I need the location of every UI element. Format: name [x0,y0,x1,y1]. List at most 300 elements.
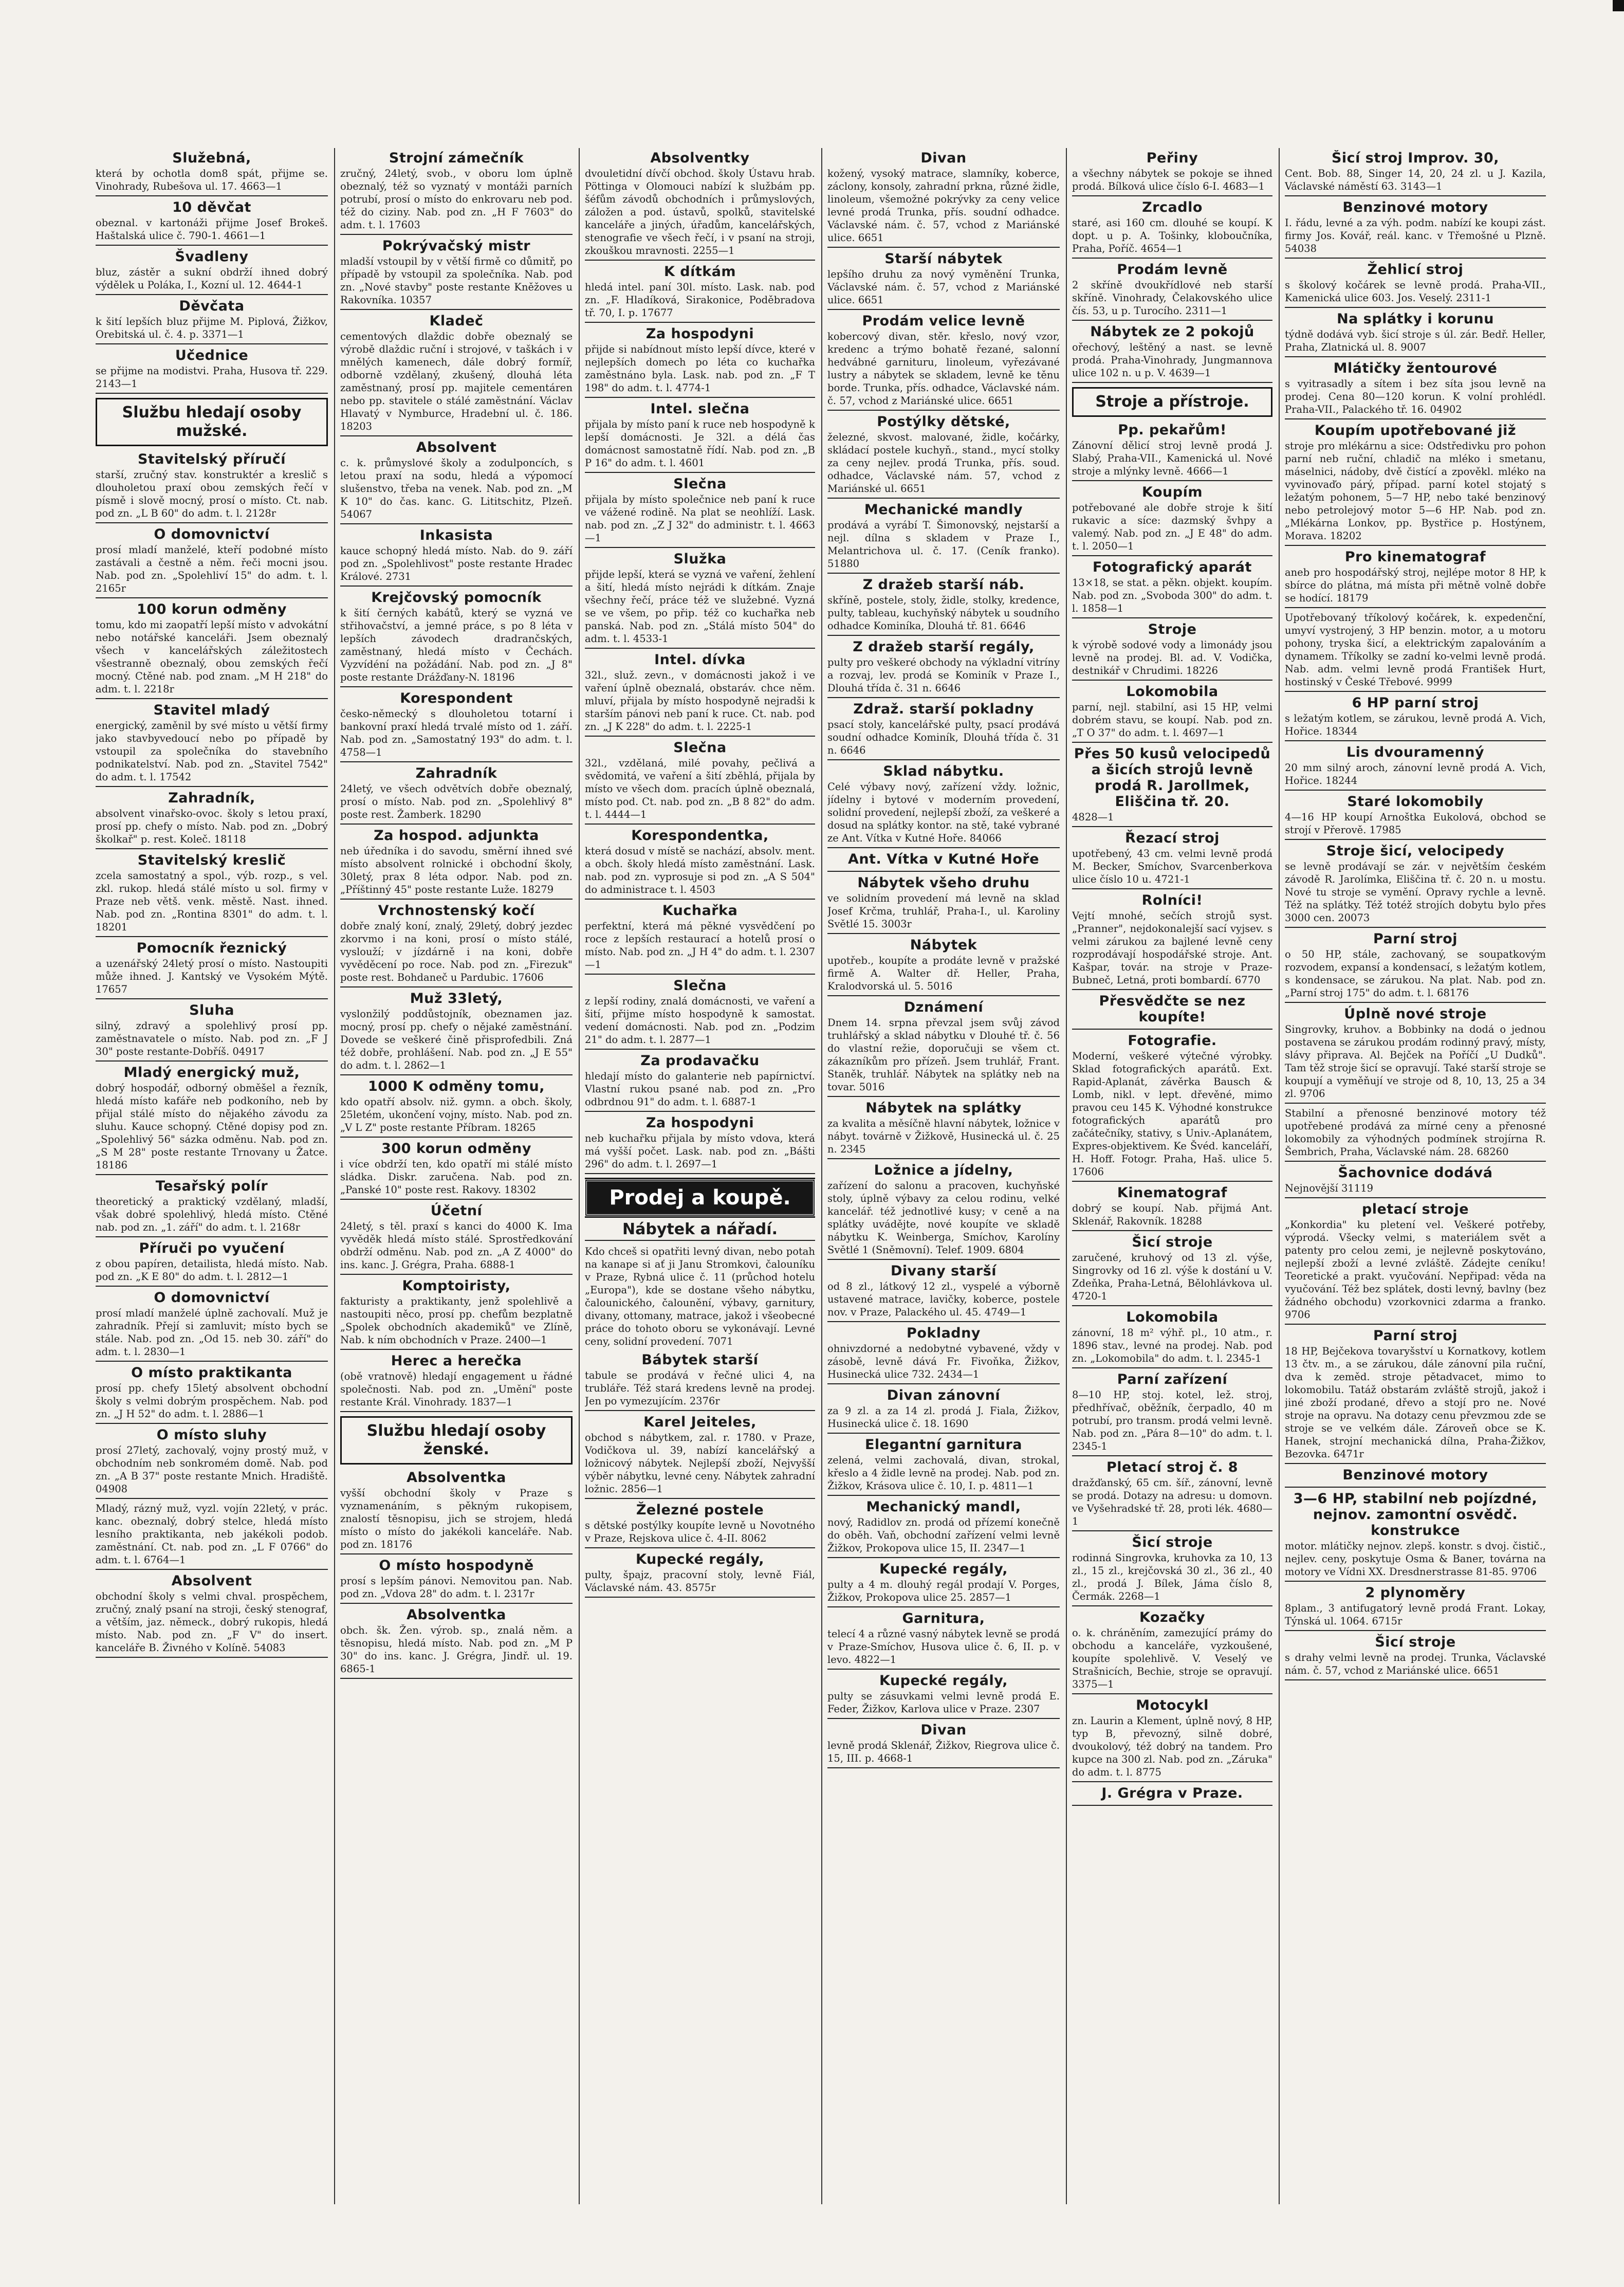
ad-heading: Starší nábytek [884,251,1003,267]
classified-ad [827,1561,1060,1607]
classified-ad [96,1240,328,1287]
ad-body: upotřeb., koupíte a prodáte levně v pražské firmě A. Walter dř. Heller, Praha, Kralodvorská ul. 5. 5016 [827,955,1060,992]
ad-body: rodinná Singrovka, kruhovka za 10, 13 zl., 15 zl., krejčovská 30 zl., 36 zl., 40 zl., prodá J. Bílek, Jáma číslo 8, Čermák. 2268—1 [1072,1552,1272,1602]
classified-ad [340,440,573,524]
ad-body: Upotřebovaný tříkolový kočárek, k. expedenční, umyví vystrojený, 3 HP benzin. motor, a u motoru pohony, tryska šicí, a elektrickým zapalováním a dynamem. Tříkolky se zadní ko-velmi levně prodá. Nab. adm. velmi levně prodá František Hurt, hostinský v České Třebové. 9999 [1285,612,1546,688]
classified-ad [585,1352,815,1411]
ad-heading: Účetní [430,1203,483,1219]
classified-ad [585,264,815,323]
classified-ad [585,401,815,473]
ad-body: aneb pro hospodářský stroj, nejlépe motor 8 HP, k sbírce do plátna, má místa při mětně volně dobře se hodící. 18179 [1285,566,1546,604]
ad-heading: Nábytek ze 2 pokojů [1090,324,1254,340]
ad-body: upotřebený, 43 cm. velmi levně prodá M. Becker, Smíchov, Svarcenberkova ulice číslo 10 u. 4721-1 [1072,848,1272,885]
ad-heading: Řezací stroj [1125,830,1220,846]
classified-ad [827,1611,1060,1670]
ad-heading: Parní stroj [1373,931,1458,947]
classified-ad [96,940,328,999]
classified-ad [340,1607,573,1679]
ad-body: 18 HP, Bejčekova tovaryšství u Kornatkovy, kotlem 13 čtv. m., a se zárukou, dále zánovní pila ruční, dva k zeměd. stroje pětadvacet, mimo to lokomobilu. Tatáž obstarám zvláště strojů, jakož i jiné zboží prodané, dřevo a stojí pro ne. Nové stroje na opravu. Na dotazy cenu převzmou zde se stroje se ve velkém dále. Zároveň obce se K. Hanek, strojní mechanická dílna, Praha-Žižkov, Bezovka. 6471r [1285,1345,1546,1460]
ad-heading: Komptoiristy, [402,1278,511,1294]
classified-ad [827,502,1060,574]
ad-heading: Herec a herečka [391,1353,522,1369]
ad-body: i více obdrží ten, kdo opatří mi stálé místo sládka. Diskr. zaručena. Nab. pod zn. „Panské 10" poste rest. Rakovy. 18302 [340,1158,573,1196]
classified-ad [340,765,573,825]
ad-body: starší, zručný stav. konstruktér a kreslič s dlouholetou praxí obou zemských řečí v písmě i slově mocný, prosí o místo. Ct. nab. pod zn. „L B 60" do adm. t. l. 2128r [96,469,328,519]
ad-heading: Divan zánovní [887,1387,1001,1403]
ad-body: o 50 HP, stále, zachovaný, se soupatkovým rozvodem, expansí a kondensací, s ležatým kotlem, s kondensace, se zárukou. Na plat. Nab. pod zn. „Parní stroj 175" do adm. t. l. 68176 [1285,948,1546,999]
classified-ad [1285,549,1546,608]
classified-ad [585,978,815,1050]
ad-heading: Stroje šicí, velocipedy [1326,843,1505,859]
classified-ad [585,828,815,900]
ad-body: Dnem 14. srpna převzal jsem svůj závod truhlářský a sklad nábytku v Dlouhé tř. č. 56 do vlastní režie, doporučuji se všem ct. zákazníkům pro přízeň. Jsem truhlář, Frant. Staněk, truhlář. Nábytek na splátky neb na tovar. 5016 [827,1017,1060,1093]
classified-ad [340,828,573,900]
ad-heading: Kupecké regály, [879,1561,1008,1577]
classified-ad [1285,1491,1546,1582]
ad-body: česko-německý s dlouholetou totarní i bankovní praxí hledá trvalé místo od 1. září. Nab. pod zn. „Samostatný 193" do adm. t. l. 4758—1 [340,708,573,758]
classified-ad [1285,199,1546,259]
ad-body: zánovní, 18 m² výhř. pl., 10 atm., r. 1896 stav., levné na prodej. Nab. pod zn. „Lokomobila" do adm. t. l. 2345-1 [1072,1327,1272,1364]
classified-ad [1285,423,1546,546]
classified-ad [1072,621,1272,681]
ad-body: 2 skříně dvoukřídlové neb starší skříně. Vinohrady, Čelakovského ulice čís. 53, u p. Turocího. 2311—1 [1072,279,1272,317]
classified-ad [340,1278,573,1350]
ad-body: Nejnovější 31119 [1285,1182,1374,1194]
ad-heading: Slečna [673,978,727,994]
ad-heading: Divany starší [890,1263,997,1279]
ad-heading: Staré lokomobily [1347,794,1484,810]
ad-heading: Zahradník [415,765,497,781]
classified-ad [96,852,328,937]
classified-ad [1285,1467,1546,1488]
ad-body: z lepší rodiny, znalá domácnosti, ve vaření a šití, přijme místo hospodyně k samostat. vedení domácnosti. Nab. pod zn. „Podzim 21" do adm. t. l. 2877—1 [585,995,815,1046]
classified-ad [1285,1006,1546,1104]
ad-heading: Peřiny [1146,150,1198,166]
ad-heading: Na splátky i korunu [1337,311,1494,327]
classified-ad [1072,262,1272,321]
page-corner-mark [1613,0,1624,11]
ad-body: k šití lepších bluz přijme M. Piplová, Žižkov, Orebitská ul. č. 4. p. 3371—1 [96,316,328,340]
ad-heading: Bábytek starší [641,1352,759,1368]
ad-body: k šití černých kabátů, který se vyzná ve střihovačství, a jemné práce, s po 8 léta v lepších závodech dradrančských, zaměstnaný, hledá místo v Čechách. Vyzvídéní na požádání. Nab. pod zn. „J 8" poste restante Drážďany-N. 18196 [340,607,573,683]
ad-heading: Nábytek na splátky [865,1100,1022,1116]
ad-heading: Divan [920,1722,967,1738]
classified-ad [96,1365,328,1424]
column-rule [1279,148,1280,2204]
classified-ad [827,1325,1060,1384]
ad-heading: Mladý energický muž, [123,1065,300,1081]
ad-heading: Lis dvouramenný [1346,744,1485,760]
ad-heading: Absolventka [407,1607,506,1623]
ad-heading: Kupecké regály, [636,1551,764,1567]
ad-heading: Zdraž. starší pokladny [853,701,1034,717]
ad-heading: O domovnictví [154,526,270,542]
classified-ad [340,527,573,587]
ad-body: perfektní, která má pěkné vysvědčení po roce z lepších restaurací a hotelů prosí o místo. Nab. pod zn. „J H 4" do adm. t. l. 2307—1 [585,920,815,971]
classified-ad [827,1437,1060,1496]
classified-ad [340,991,573,1075]
classified-ad [340,590,573,687]
ad-body: motor. mlátičky nejnov. zlepš. konstr. s dvoj. čistič., nejlev. ceny, poskytuje Osma & Baner, továrna na motory ve Vídni XX. Dresdnerstrasse 81-85. 9706 [1285,1540,1546,1578]
ad-body: psací stoly, kancelářské pulty, psací prodává soudní odhadce Kominík, Dlouhá třída č. 31 n. 6646 [827,719,1060,756]
ad-heading: Benzinové motory [1342,199,1488,215]
classified-ad [1285,1107,1546,1162]
classified-ad [340,1470,573,1554]
ad-body: 4—16 HP koupí Arnoštka Eukolová, obchod se strojí v Přerově. 17985 [1285,811,1546,836]
classified-ad [1072,1534,1272,1606]
ad-heading: Parní zařízení [1117,1371,1228,1387]
ad-heading: Šicí stroje [1132,1234,1213,1250]
ad-body: absolvent vinařsko-ovoc. školy s letou praxí, prosí pp. chefy o místo. Nab. pod zn. „Dobrý školkař" p. rest. Koleč. 18118 [96,808,328,845]
classified-ad [827,1100,1060,1159]
classified-ad [827,150,1060,248]
ad-heading: Železné postele [636,1502,764,1518]
ad-heading: Ložnice a jídelny, [874,1162,1013,1178]
ad-body: od 8 zl., látkový 12 zl., vyspelé a výborně ustavené matrace, lavičky, koberce, postele nov. v Praze, Palackého ul. 45. 4749—1 [827,1280,1060,1318]
ad-body: se přijme na modistvi. Praha, Husova tř. 229. 2143—1 [96,365,328,390]
ad-body: pulty a 4 m. dlouhý regál prodají V. Porges, Žižkov, Prokopova ulice 25. 2857—1 [827,1579,1060,1603]
classified-ad [96,702,328,787]
section-subheading: Nábytek a nářadí. [585,1219,815,1241]
ad-heading: Šicí stroje [1132,1534,1213,1550]
column-1 [96,150,328,2206]
classified-ad [827,999,1060,1097]
classified-ad [1072,324,1272,383]
classified-ad [340,150,573,235]
classified-ad [1285,1165,1546,1198]
classified-ad [1072,1697,1272,1782]
classified-ad [340,313,573,436]
ad-heading: Parní stroj [1373,1328,1458,1344]
ad-body: bluz, zástěr a sukní obdrží ihned dobrý výdělek u Poláka, I., Kozní ul. 12. 4644-1 [96,266,328,291]
classified-ad [827,1722,1060,1768]
classified-ad [1285,695,1546,741]
ad-heading: Pp. pekařům! [1118,422,1227,438]
classified-ad [827,937,1060,996]
ad-heading: Kozačky [1139,1609,1205,1625]
classified-ad [1072,1033,1272,1182]
classified-ad [96,249,328,295]
ad-heading: Stroje [1148,621,1197,637]
ad-heading: Příruči po vyučení [139,1240,285,1256]
ad-body: nový, Radidlov zn. prodá od přízemí konečně do oběh. Vaň, obchodní zařízení velmi levně Žižkov, Prokopova ulice 15, II. 2347—1 [827,1516,1060,1554]
ad-body: s školový kočárek se levně prodá. Praha-VII., Kamenická ulice 603. Jos. Veselý. 2311-1 [1285,279,1546,304]
ad-heading: Absolvent [416,440,497,455]
ad-heading: Inkasista [419,527,493,543]
ad-heading: Stavitelský kreslič [137,852,286,868]
ad-heading: 3—6 HP, stabilní neb pojízdné, nejnov. zamontní osvědč. konstrukce [1293,1491,1538,1539]
ad-heading: Intel. slečna [650,401,750,417]
classified-ad [1072,199,1272,259]
ad-body: dobrý hospodář, odborný obměšel a řezník, hledá místo kafáře neb podkoního, neb by přijal stálé místo do nějakého závodu za sluhu. Kauce schopný. Ctěné dopisy pod zn. „Spolehlivý 56" sázka odměnu. Nab. pod zn. „S M 28" poste restante Trnovany u Žatce. 18186 [96,1082,328,1171]
ad-body: Stabilní a přenosné benzinové motory též upotřebené prodává za mírné ceny a přenosné lokomobily za výhodných podmínek strojírna R. Šembrich, Praha, Václavské nám. 28. 68260 [1285,1107,1546,1158]
classified-ad [585,1551,815,1598]
classified-ad [96,1573,328,1658]
ad-body: z obou papíren, detailista, hledá místo. Nab. pod zn. „K E 80" do adm. t. l. 2812—1 [96,1258,328,1283]
ad-heading: Pomocník řeznický [136,940,287,956]
classified-ad [96,298,328,344]
classified-ad [1072,559,1272,618]
classified-ad [585,1414,815,1499]
ad-body: Zánovní dělicí stroj levně prodá J. Slabý, Praha-VII., Kamenická ul. Nové stroje a mlýnky levně. 4666—1 [1072,440,1272,477]
ad-body: přijala by místo společnice neb paní k ruce ve vážené rodině. Na plat se neohlíží. Lask. nab. pod zn. „Z J 32" do administr. t. l. 4663—1 [585,493,815,544]
column-rule [821,148,822,2204]
classified-ad [585,150,815,261]
classified-ad [827,701,1060,760]
ad-heading: Absolventky [650,150,750,166]
ad-body: I. řádu, levné a za výh. podm. nabízí ke koupi zást. firmy Jos. Kovář, reál. kanc. v Třemošné u Plzně. 54038 [1285,217,1546,254]
ad-heading: Koupím [1142,484,1203,500]
ad-body: 8—10 HP, stoj. kotel, lež. stroj, předhřívač, oběžník, čerpadlo, 40 m potrubí, pro transm. prodá velmi levně. Nab. pod zn. „Pára 8—10" do adm. t. l. 2345-1 [1072,1389,1272,1452]
ad-heading: Elegantní garnitura [864,1437,1023,1453]
ad-heading: Absolvent [171,1573,252,1589]
ad-body: s vyitrasadly a sítem i bez síta jsou levně na prodej. Cena 80—120 korun. K volní prohlédl. Praha-VII., Palackého tř. 16. 04902 [1285,378,1546,415]
ad-heading: Žehlicí stroj [1367,262,1464,278]
ad-heading: Pro kinematograf [1344,549,1486,565]
ad-heading: Kinematograf [1117,1185,1228,1201]
ad-heading: Mechanický mandl, [866,1499,1021,1515]
ad-heading: Koupím upotřebované již [1314,423,1517,438]
classified-ad [96,1002,328,1062]
column-rule [334,148,335,2204]
classified-ad [1285,931,1546,1003]
ad-heading: Slečna [673,476,727,492]
classified-ad [96,1065,328,1175]
ad-heading: Z dražeb starší regály, [853,639,1035,655]
ad-heading: Za prodavačku [640,1053,760,1069]
ad-body: kožený, vysoký matrace, slamníky, koberce, záclony, konsoly, zahradní prkna, různé židle, linoleum, všemožné pokrývky za ceny velice levné prodá Trunka, přís. soudní odhadce. Václavské nám. č. 57, vchod z Mariánské ulice. 6651 [827,168,1060,244]
ad-heading: K dítkám [663,264,736,280]
classified-ad [340,238,573,310]
ad-heading: Sklad nábytku. [883,763,1004,779]
classified-ad [827,1673,1060,1719]
ad-heading: Úplně nové stroje [1344,1006,1487,1022]
ad-heading: Absolventka [407,1470,506,1486]
ad-body: zaručené, kruhový od 13 zl. výše, Singrovky od 16 zl. výše k dostání u V. Zdeňka, Praha-Letná, Bělohlávkova ul. 4720-1 [1072,1252,1272,1302]
ad-body: s drahy velmi levně na prodej. Trunka, Václavské nám. č. 57, vchod z Mariánské ulice. 6651 [1285,1652,1546,1676]
ad-heading: Postýlky dětské, [877,414,1010,430]
classified-ad [827,313,1060,411]
ad-heading: 2 plynoměry [1365,1585,1466,1601]
classified-ad [1285,360,1546,419]
ad-heading: Prodám velice levně [862,313,1025,329]
classified-ad [827,875,1060,934]
classified-ad [1072,1609,1272,1694]
column-4 [827,150,1060,2206]
ad-heading: Mechanické mandly [864,502,1023,518]
ad-heading: Švadleny [175,249,249,265]
classified-ad [585,551,815,649]
classified-ad [1285,1634,1546,1680]
classified-ad [1072,1459,1272,1531]
ad-heading: 1000 K odměny tomu, [368,1078,545,1094]
ad-heading: Učednice [175,347,249,363]
classified-ad [1072,1185,1272,1231]
ad-body: ohnivzdorné a nedobytné vybavené, vždy v zásobě, levně dává Fr. Fivoňka, Žižkov, Husinecká ulice 732. 2434—1 [827,1343,1060,1380]
ad-body: prosí pp. chefy 15letý absolvent obchodní školy s velmi dobrým prospěchem. Nab. pod zn. „J H 52" do adm. t. l. 2886—1 [96,1382,328,1420]
ad-body: která by ochotla dom8 spát, přijme se. Vinohrady, Rubešova ul. 17. 4663—1 [96,168,328,192]
ad-body: se levně prodávají se zár. v největším českém závodě R. Jarolímka, Eliščina tř. č. 20 n. u mostu. Nové tu stroje se vymění. Opravy rychle a levně. Též na splátky. Též totéž strojích dobytu bylo přes 3000 cen. 20073 [1285,861,1546,924]
classified-ad [340,690,573,762]
classified-ad [1072,892,1272,990]
ad-body: 32l., služ. zevn., v domácnosti jakož i ve vaření úplně obeznalá, obstaráv. chce něm. mluví, přijala by místo hospodyně nejradši k starším pánovi neb paní k ruce. Ct. nab. pod zn. „J K 228" do adm. t. l. 2225-1 [585,669,815,733]
ad-heading: Garnitura, [902,1611,985,1626]
classified-ad [827,1263,1060,1322]
classified-ad [585,1053,815,1112]
classified-ad [585,326,815,398]
ad-body: ořechový, leštěný a nast. se levně prodá. Praha-Vinohrady, Jungmannova ulice 102 n. u p. V. 4639—1 [1072,341,1272,379]
classified-ad [340,1141,573,1200]
ad-heading: Mlátičky žentourové [1333,360,1498,376]
ad-heading: Dznámení [903,999,984,1015]
ad-heading: Stavitelský příručí [137,451,286,467]
ad-heading: O místo hospodyně [379,1558,534,1574]
classified-ad [1072,1234,1272,1306]
ad-body: Cent. Bob. 88, Singer 14, 20, 24 zl. u J. Kazila, Václavské náměstí 63. 3143—1 [1285,168,1546,192]
classified-ad [827,414,1060,499]
ad-heading: O místo praktikanta [131,1365,292,1381]
column-rule [579,148,580,2204]
classified-ad [340,1558,573,1604]
ad-heading: Sluha [189,1002,234,1018]
ad-body: pulty pro veškeré obchody na výkladní vitríny a rozvaj, lev. prodá se Kominík v Praze I., Dlouhá třída č. 31 n. 6646 [827,656,1060,694]
classified-ad [1072,1309,1272,1368]
ad-body: zcela samostatný a spol., výb. rozp., s vel. zkl. rukop. hledá stálé místo u sol. firmy v Praze neb větš. venk. městě. Nast. ihned. Nab. pod zn. „Rontina 8301" do adm. t. l. 18201 [96,870,328,933]
ad-body: s dětské postýlky koupíte levně u Novotného v Praze, Rejskova ulice č. 4-II. 8062 [585,1520,815,1544]
ad-heading: Pletací stroj č. 8 [1106,1459,1239,1475]
ad-body: o. k. chráněním, zamezující prámy do obchodu a kanceláře, vyzkoušené, koupíte spolehlivě. V. Veselý ve Strašnicích, Bechie, stroje se opravují. 3375—1 [1072,1627,1272,1690]
ad-body: hledá intel. paní 30l. místo. Lask. nab. pod zn. „F. Hladíková, Sirakonice, Poděbradova tř. 70, I. p. 17677 [585,281,815,319]
classified-ad [1072,830,1272,889]
ad-body: s ležatým kotlem, se zárukou, levně prodá A. Vich, Hořice. 18344 [1285,712,1546,737]
classified-ad [585,1115,815,1174]
ad-body: levně prodá Sklenář, Žižkov, Riegrova ulice č. 15, III. p. 4668-1 [827,1740,1060,1764]
ad-body: Moderní, veškeré výtečné výrobky. Sklad fotografických aparátů. Ext. Rapid-Aplanát, závěrka Bausch & Lomb, nikl. v lept. dřevěné, mimo pravou ceu 145 K. Výhodné konstrukce fotografických aparátů pro začátečníky, stativy, s Univ.-Aplanátem, Expres-objektivem. Ke Švéd. kanceláří, H. Hoff. Fotogr. Praha, Haš. ulice 5. 17606 [1072,1050,1272,1178]
column-6 [1285,150,1546,2206]
ad-heading: Lokomobila [1126,1309,1219,1325]
classified-ad [1285,744,1546,791]
classified-ad [1285,794,1546,840]
ad-body: zařízení do salonu a pracoven, kuchyňské stoly, úplně výbavy za celou rodinu, velké kancelář. též jednotlivé kusy; v ceně a na splátky uvádějte, nové koupíte ve skladě nábytku K. Weinberga, Smíchov, Karolíny Světlé 1 (Sněmovní). Telef. 1909. 6804 [827,1180,1060,1256]
classified-ad [827,577,1060,636]
ad-body: hledají místo do galanterie neb papírnictví. Vlastní rukou psané nab. pod zn. „Pro odbrdnou 91" do adm. t. l. 6887-1 [585,1070,815,1108]
ad-body: přijala by místo paní k ruce neb hospodyně k lepší domácnosti. Je 32l. a délá čas domácnost samostatně řídí. Nab. pod zn. „B P 16" do adm. t. l. 4601 [585,418,815,469]
ad-heading: Ant. Vítka v Kutné Hoře [847,851,1040,867]
classified-ad [1072,484,1272,556]
ad-heading: Šicí stroje [1375,1634,1456,1650]
ad-body: 8plam., 3 antifugatorý levně prodá Frant. Lokay, Týnská ul. 1064. 6715r [1285,1602,1546,1627]
classified-ad [96,150,328,196]
ad-heading: Benzinové motory [1342,1467,1488,1483]
ad-heading: 10 děvčat [172,199,251,215]
ad-body: Mladý, rázný muž, vyzl. vojín 22letý, v prác. kanc. obeznalý, dobrý stelce, hledá místo lesního praktikanta, neb jakékoli podob. zaměstnání. Ct. nab. pod zn. „L F 0766" do adm. t. l. 6764—1 [96,1503,328,1566]
ad-body: za kvalita a měsíčně hlavní nábytek, ložnice v nábyt. továrně v Žižkově, Husinecká ul. č. 25 n. 2345 [827,1118,1060,1155]
ad-heading: Šachovnice dodává [1338,1165,1493,1181]
classified-ad [340,1203,573,1275]
ad-body: a všechny nábytek se pokoje se ihned prodá. Bílková ulice číslo 6-I. 4683—1 [1072,168,1272,192]
ad-body: která dosud v místě se nachází, absolv. ment. a obch. školy hledá místo zaměstnání. Lask. nab. pod zn. vyprosuje si pod zn. „A S 504" do administrace t. l. 4503 [585,845,815,895]
classified-ad [585,652,815,737]
classified-ad [96,601,328,699]
ad-body: lepšího druhu za nový vyměnění Trunka, Václavské nám. č. 57, vchod z Mariánské ulice. 6651 [827,268,1060,306]
ad-body: skříně, postele, stoly, židle, stolky, kredence, pulty, tableau, kuchyňský nábytek u soudního odhadce Kominíka, Dlouhá tř. 81. 6646 [827,594,1060,632]
classified-ad [96,347,328,394]
classified-ad [585,1502,815,1548]
ad-body: neb kuchařku přijala by místo vdova, která má vyšší počet. Lask. nab. pod zn. „Bášti 296" do adm. t. l. 2697—1 [585,1132,815,1170]
ad-body: přijde si nabídnout místo lepší dívce, které v nejlepších domech po léta co kuchařka zaměstnáno byla. Lask. nab. pod zn. „F T 198" do adm. t. l. 4774-1 [585,343,815,394]
classified-ad [1285,611,1546,692]
ad-body: tomu, kdo mi zaopatří lepší místo v advokátní nebo notářské kanceláři. Jsem obeznalý všech v kancelářských záležitostech všestranně obeznalý, obou zemských řečí mocný. Ctěné nab. pod znam. „M H 218" do adm. t. l. 2218r [96,619,328,695]
column-5 [1072,150,1272,2206]
classified-ad [1072,684,1272,743]
ad-body: 32l., vzdělaná, milé povahy, pečlivá a svědomitá, ve vaření a šití zběhlá, přijala by místo ve všech dom. pracích úplně obeznalá, místo pod. Ct. nab. pod zn. „B 8 82" do adm. t. l. 4444—1 [585,757,815,820]
ad-heading: Muž 33letý, [410,991,503,1007]
ad-body: vyslonžilý poddůstojník, obeznamen jaz. mocný, prosí pp. chefy o nějaké zaměstnání. Dovede se veškeré čině přisprofedbili. Zná též dobře, prohlášení. Nab. pod zn. „J E 55" do adm. t. l. 2862—1 [340,1008,573,1071]
ad-body: silný, zdravý a spolehlivý prosí pp. zaměstnavatele o místo. Nab. pod zn. „F J 30" poste restante-Dobříš. 04917 [96,1020,328,1057]
ad-heading: Kladeč [429,313,484,329]
ad-heading: Stavitel mladý [153,702,270,718]
ad-body: dražďanský, 65 cm. šíř., zánovní, levně se prodá. Dotazy na adresu: u domovn. ve Vyšehradské tř. 28, proti lék. 4680—1 [1072,1477,1272,1527]
ad-body: ve solidním provedení má levně na sklad Josef Krčma, truhlář, Praha-I., ul. Karoliny Světlé 15. 3003r [827,892,1060,930]
ad-body: kobercový divan, stěr. křeslo, nový vzor, kredenc a trýmo bohatě řezané, salonní hedvábné garnituru, linoleum, vyřezávané lustry a nábytek se skladem, levně ke těnu borde. Trunka, přís. odhadce, Václavské nám. č. 57, vchod z Mariánské ulice. 6651 [827,331,1060,407]
ad-heading: Nábytek všeho druhu [857,875,1030,891]
classified-ad [340,903,573,987]
ad-body: dobře znalý koní, znalý, 29letý, dobrý jezdec zkorvmo i na koni, prosí o místo stálé, vyslouží; v jízdárně i na koni, dobře vyvěděcení po roce. Nab. pod zn. „Firezuk" poste rest. Bohdaneč u Pardubic. 17606 [340,920,573,983]
ad-body: obeznal. v kartonáži přijme Josef Brokeš. Haštalská ulice č. 790-1. 4661—1 [96,217,328,242]
ad-body: dobrý se koupí. Nab. přijmá Ant. Sklenář, Rakovník. 18288 [1072,1202,1272,1227]
section-banner: Prodej a koupě. [585,1179,815,1216]
ad-heading: Děvčata [179,298,245,314]
ad-heading: 300 korun odměny [381,1141,531,1157]
ad-body: přijde lepší, která se vyzná ve vaření, žehlení a šití, hledá místo nejrádi k dítkám. Znaje všechny řečí, práce též ve služebné. Vyzná se ve všem, po přip. též co kuchařka neb panská. Nab. pod zn. „Stálá místo 504" do adm. t. l. 4533-1 [585,569,815,645]
classified-ad [585,740,815,825]
ad-heading: Motocykl [1136,1697,1209,1713]
classified-ad [1285,1328,1546,1464]
ad-body: 24letý, s těl. praxí s kanci do 4000 K. Ima vyvěděk hledá místo stálé. Sprostředkování obdrží odměnu. Nab. pod zn. „A Z 4000" do ins. kanc. J. Grégra, Praha. 6888-1 [340,1220,573,1271]
classified-ad [1072,746,1272,827]
classified-ad [1285,262,1546,308]
classified-ad [96,526,328,598]
ad-heading: Za hospodyni [645,1115,754,1131]
classified-ad [827,1387,1060,1434]
ad-heading: Slečna [673,740,727,756]
section-heading: Stroje a přístroje. [1072,387,1272,417]
newspaper-page [96,138,1549,2209]
ad-body: za 9 zl. a za 14 zl. prodá J. Fiala, Žižkov, Husinecká ulice č. 18. 1690 [827,1405,1060,1430]
classified-ad [1285,1201,1546,1325]
ad-body: Celé výbavy nový, zařízení vždy. ložnic, jídelny i bytové v moderním provedení, solidní provedení, nejlepší zboží, za veškeré a dosud na splátky kontor. na stě, také vybrané ze Ant. Vítka v Kutné Hoře. 84066 [827,781,1060,844]
ad-heading: Přesvědčte se nez koupíte! [1099,993,1246,1025]
ad-body: vyšší obchodní školy v Praze s vyznamenáním, s pěkným rukopisem, znalostí těsnopisu, jich se strojem, hledá místo o místo do jakékoli kanceláře. Nab. pod zn. 18176 [340,1487,573,1550]
ad-body: obch. šk. Žen. výrob. sp., znalá něm. a těsnopisu, hledá místo. Nab. pod zn. „M P 30" do ins. kanc. J. Grégra, Jindř. ul. 19. 6865-1 [340,1624,573,1675]
ad-heading: 6 HP parní stroj [1352,695,1479,711]
ad-body: Vejtí mnohé, sečích strojů syst. „Pranner", nejdokonalejší sací vyjsev. s velmi zárukou za bajlené levně ceny rozprodávají hospodářské stroje. Ant. Kašpar, továr. na stroje v Praze-Bubneč, Letná, proti bombardí. 6770 [1072,910,1272,986]
ad-heading: Služebná, [172,150,251,166]
classified-ad [340,1078,573,1138]
ad-heading: Fotografie. [1128,1033,1217,1049]
classified-ad [1285,311,1546,357]
ad-body: 20 mm silný aroch, zánovní levně prodá A. Vich, Hořice. 18244 [1285,762,1546,786]
ad-body: c. k. průmyslové školy a zodulponcích, s letou praxí na sodu, hledá a výpomocí slušenstvo, třeba na venek. Nab. pod zn. „M K 10" do čas. kanc. G. Lititschitz, Plzeň. 54067 [340,457,573,520]
ad-body: cementových dlaždic dobře obeznalý se výrobě dlaždic ruční i strojové, v taškách i v mnělých kamenech, dále dobrý formíř, odborně vzdělaný, zkušený, dlouhá léta zaměstnaný, prosí pp. majitele cementáren nebo pp. stavitele o stálé zaměstnání. Václav Hlavatý v Nymburce, Hradební ul. č. 186. 18203 [340,331,573,432]
ad-body: fakturisty a praktikanty, jenž spolehlivě a nastoupiti něco, prosí pp. chefům bezplatně „Spolek obchodních akademiků" ve Zlíně, Nab. k ním obchodních v Praze. 2400—1 [340,1295,573,1346]
ad-heading: Rolníci! [1141,892,1203,908]
section-heading: Službu hledají osoby ženské. [340,1416,573,1465]
classified-ad [585,476,815,548]
ad-body: neb úředníka i do savodu, směrní ihned své místo absolvent rolnické i obchodní školy, 30letý, prax 8 léta odpor. Nab. pod zn. „Příštinný 45" poste restante Luže. 18279 [340,845,573,895]
classified-ad [96,1290,328,1362]
ad-heading: Z dražeb starší náb. [862,577,1025,593]
